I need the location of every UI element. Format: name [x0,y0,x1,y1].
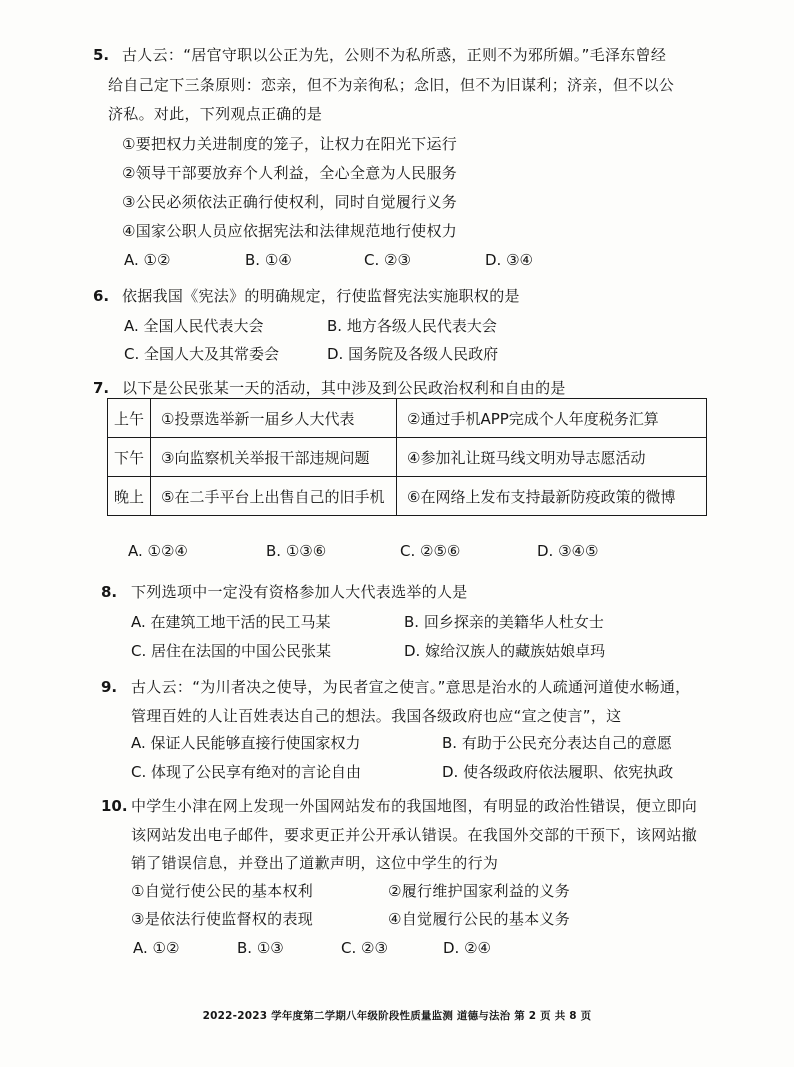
activity-table [107,398,707,516]
option-a: A. ①② [124,251,171,269]
option-b: B. 地方各级人民代表大会 [327,317,497,335]
question-stem-line: 管理百姓的人让百姓表达自己的想法。我国各级政府也应“宣之使言”，这 [131,707,622,725]
statement: ②领导干部要放弃个人利益，全心全意为人民服务 [122,164,458,182]
table-cell-activity: ①投票选举新一届乡人大代表 [151,399,397,438]
option-c: C. 全国人大及其常委会 [124,345,280,363]
table-cell-time: 上午 [108,399,151,438]
option-d: D. ③④⑤ [537,542,599,560]
question-stem-line: 以下是公民张某一天的活动，其中涉及到公民政治权利和自由的是 [122,379,566,397]
statement: ①要把权力关进制度的笼子，让权力在阳光下运行 [122,135,458,153]
question-stem-line: 下列选项中一定没有资格参加人大代表选举的人是 [131,583,468,601]
table-cell-activity: ③向监察机关举报干部违规问题 [151,438,397,477]
table-cell-activity: ④参加礼让斑马线文明劝导志愿活动 [397,438,707,477]
option-b: B. 有助于公民充分表达自己的意愿 [442,734,672,752]
question-stem-line: 古人云：“居官守职以公正为先，公则不为私所惑，正则不为邪所媚。”毛泽东曾经 [122,46,667,64]
option-d: D. ②④ [443,939,491,957]
statement: ④自觉履行公民的基本义务 [388,910,571,928]
statement: ③公民必须依法正确行使权利，同时自觉履行义务 [122,193,458,211]
question-stem-line: 该网站发出电子邮件，要求更正并公开承认错误。在我国外交部的干预下，该网站撤 [131,826,698,844]
option-b: B. ①④ [245,251,292,269]
table-row [108,477,707,516]
question-stem-line: 中学生小津在网上发现一外国网站发布的我国地图，有明显的政治性错误，便立即向 [131,797,698,815]
statement: ③是依法行使监督权的表现 [131,910,314,928]
option-a: A. ①②④ [128,542,188,560]
option-d: D. 嫁给汉族人的藏族姑娘卓玛 [404,642,606,660]
question-number: 5. [93,46,110,64]
option-a: A. 保证人民能够直接行使国家权力 [131,734,361,752]
question-number: 9. [101,678,118,696]
table-cell-activity: ⑤在二手平台上出售自己的旧手机 [151,477,397,516]
question-number: 10. [101,797,128,815]
question-stem-line: 济私。对此，下列观点正确的是 [108,105,323,123]
option-d: D. ③④ [485,251,533,269]
table-row [108,399,707,438]
option-a: A. 全国人民代表大会 [124,317,264,335]
statement: ④国家公职人员应依据宪法和法律规范地行使权力 [122,222,458,240]
table-row [108,438,707,477]
question-stem-line: 销了错误信息，并登出了道歉声明，这位中学生的行为 [131,854,499,872]
option-c: C. 居住在法国的中国公民张某 [131,642,332,660]
option-a: A. 在建筑工地干活的民工马某 [131,613,331,631]
option-d: D. 使各级政府依法履职、依宪执政 [442,763,674,781]
option-d: D. 国务院及各级人民政府 [327,345,499,363]
statement: ②履行维护国家利益的义务 [388,882,571,900]
question-stem-line: 依据我国《宪法》的明确规定，行使监督宪法实施职权的是 [122,287,520,305]
option-b: B. ①③⑥ [266,542,327,560]
option-b: B. 回乡探亲的美籍华人杜女士 [404,613,604,631]
question-number: 6. [93,287,110,305]
option-c: C. ②⑤⑥ [400,542,461,560]
page-footer: 2022-2023 学年度第二学期八年级阶段性质量监测 道德与法治 第 2 页 共 8 页 [202,1010,592,1022]
table-cell-time: 下午 [108,438,151,477]
option-c: C. 体现了公民享有绝对的言论自由 [131,763,362,781]
question-stem-line: 给自己定下三条原则：恋亲，但不为亲徇私；念旧，但不为旧谋利；济亲，但不以公 [108,76,675,94]
statement: ①自觉行使公民的基本权利 [131,882,314,900]
option-c: C. ②③ [364,251,411,269]
table-cell-activity: ⑥在网络上发布支持最新防疫政策的微博 [397,477,707,516]
option-a: A. ①② [133,939,180,957]
question-number: 8. [101,583,118,601]
table-cell-time: 晚上 [108,477,151,516]
question-number: 7. [93,379,110,397]
question-stem-line: 古人云：“为川者决之使导，为民者宣之使言。”意思是治水的人疏通河道使水畅通， [131,678,691,696]
option-b: B. ①③ [237,939,284,957]
option-c: C. ②③ [341,939,388,957]
table-cell-activity: ②通过手机APP完成个人年度税务汇算 [397,399,707,438]
